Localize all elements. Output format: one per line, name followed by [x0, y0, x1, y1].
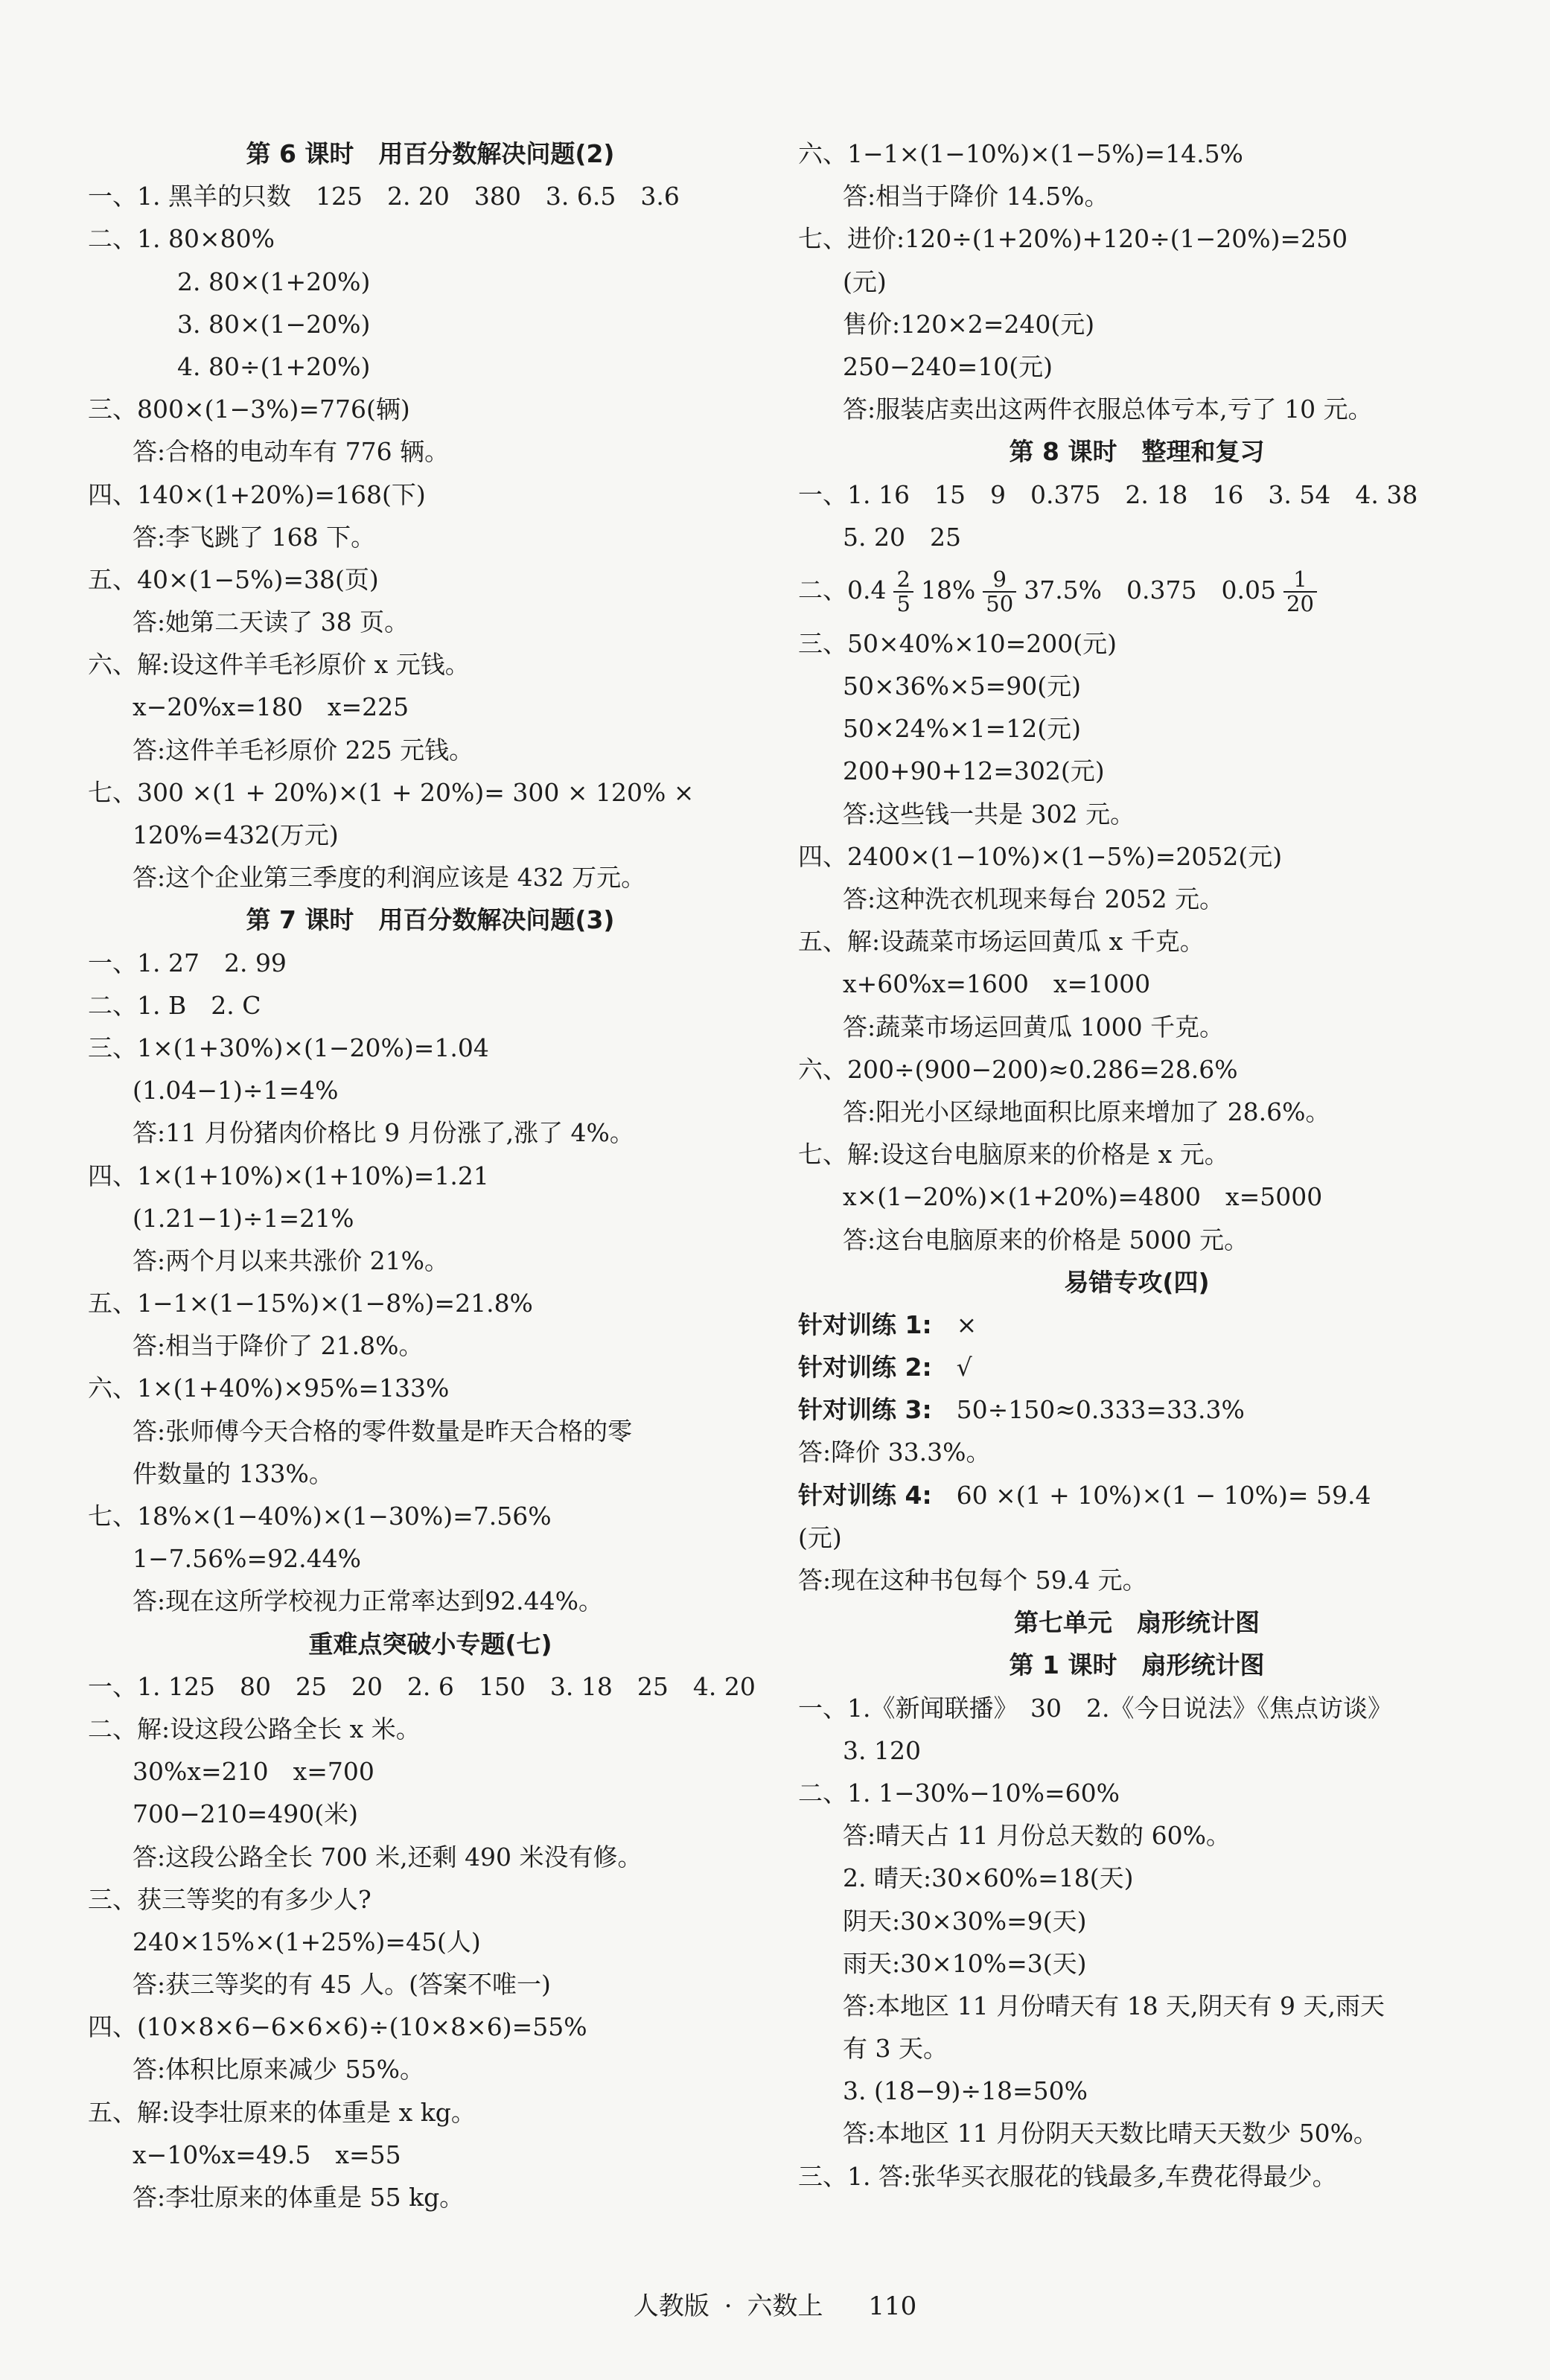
section-heading: 第 7 课时 用百分数解决问题(3) — [246, 905, 615, 935]
numerator: 1 — [1283, 568, 1317, 593]
answer-line: 答:这段公路全长 700 米,还剩 490 米没有修。 — [133, 1842, 642, 1872]
answer-line: 四、1×(1+10%)×(1+10%)=1.21 — [88, 1161, 489, 1190]
answer-line: 答:晴天占 11 月份总天数的 60%。 — [843, 1821, 1231, 1851]
training-label: 针对训练 1: — [798, 1309, 932, 1339]
answer-line: 件数量的 133%。 — [133, 1458, 334, 1488]
answer-line: 2. 80×(1+20%) — [177, 267, 371, 296]
fraction — [893, 568, 913, 616]
page-footer — [0, 2285, 1550, 2322]
answer-line: 答:本地区 11 月份晴天有 18 天,阴天有 9 天,雨天 — [843, 1991, 1385, 2020]
answer-line: (1.21−1)÷1=21% — [133, 1203, 354, 1233]
answer-line: 200+90+12=302(元) — [843, 756, 1105, 786]
answer-line: x×(1−20%)×(1+20%)=4800 x=5000 — [843, 1182, 1323, 1212]
answer-line: 一、1. 黑羊的只数 125 2. 20 380 3. 6.5 3.6 — [88, 182, 680, 211]
answer-line: 3. 80×(1−20%) — [177, 309, 371, 339]
answer-line: (元) — [843, 267, 887, 296]
answer-line: 答:服装店卖出这两件衣服总体亏本,亏了 10 元。 — [843, 395, 1373, 424]
answer-line: 2. 晴天:30×60%=18(天) — [843, 1863, 1134, 1893]
section-heading: 第 6 课时 用百分数解决问题(2) — [246, 139, 615, 168]
right-column — [798, 133, 1476, 2198]
answer-line: 答:李飞跳了 168 下。 — [133, 522, 376, 552]
answer-line: 二、1. B 2. C — [88, 990, 261, 1020]
answer-line: 250−240=10(元) — [843, 351, 1053, 381]
training-answer: × — [931, 1309, 977, 1339]
answer-line: 二、1. 80×80% — [88, 224, 275, 254]
answer-line: 一、1. 27 2. 99 — [88, 948, 287, 977]
answer-line: 答:相当于降价了 21.8%。 — [133, 1331, 424, 1361]
answer-line: x+60%x=1600 x=1000 — [843, 969, 1151, 999]
denominator: 50 — [986, 590, 1014, 616]
answer-line: 答:蔬菜市场运回黄瓜 1000 千克。 — [843, 1012, 1225, 1041]
answer-line: 答:现在这所学校视力正常率达到92.44%。 — [133, 1586, 603, 1616]
answer-line: 答:这个企业第三季度的利润应该是 432 万元。 — [133, 863, 646, 893]
answer-text: 二、0.4 — [798, 575, 887, 604]
answer-line: 雨天:30×10%=3(天) — [843, 1948, 1087, 1978]
answer-line: 七、进价:120÷(1+20%)+120÷(1−20%)=250 — [798, 224, 1348, 254]
answer-line: 三、获三等奖的有多少人? — [88, 1884, 371, 1914]
left-column — [88, 133, 773, 2218]
answer-line: 30%x=210 x=700 — [133, 1757, 374, 1787]
answer-line: 三、1×(1+30%)×(1−20%)=1.04 — [88, 1033, 489, 1062]
answer-line: 4. 80÷(1+20%) — [177, 351, 371, 381]
denominator: 20 — [1286, 590, 1314, 616]
book-label: 六数上 — [747, 2291, 823, 2321]
answer-line: 答:这台电脑原来的价格是 5000 元。 — [843, 1225, 1249, 1254]
answer-line: 120%=432(万元) — [133, 820, 339, 849]
answer-line: 答:体积比原来减少 55%。 — [133, 2055, 424, 2084]
answer-line: x−20%x=180 x=225 — [133, 692, 409, 722]
training-label: 针对训练 4: — [798, 1480, 932, 1510]
answer-line: 答:获三等奖的有 45 人。(答案不唯一) — [133, 1970, 551, 2000]
answer-line: 三、1. 答:张华买衣服花的钱最多,车费花得最少。 — [798, 2161, 1337, 2191]
answer-line: 七、300 ×(1 + 20%)×(1 + 20%)= 300 × 120% × — [88, 777, 695, 807]
answer-line: 六、解:设这件羊毛衫原价 x 元钱。 — [88, 650, 470, 680]
answer-line: 1−7.56%=92.44% — [133, 1544, 361, 1574]
fraction — [1283, 568, 1317, 616]
answer-line: 二、1. 1−30%−10%=60% — [798, 1778, 1120, 1808]
answer-line: 五、解:设蔬菜市场运回黄瓜 x 千克。 — [798, 927, 1205, 957]
answer-line: 四、(10×8×6−6×6×6)÷(10×8×6)=55% — [88, 2012, 587, 2042]
answer-line: 三、50×40%×10=200(元) — [798, 628, 1117, 658]
answer-line: 3. 120 — [843, 1735, 921, 1765]
answer-line: 答:合格的电动车有 776 辆。 — [133, 437, 450, 467]
answer-line: 50×36%×5=90(元) — [843, 671, 1082, 701]
section-heading: 第 1 课时 扇形统计图 — [1009, 1650, 1265, 1680]
answer-line: 3. (18−9)÷18=50% — [843, 2076, 1088, 2106]
fraction — [983, 568, 1016, 616]
answer-line: 答:这些钱一共是 302 元。 — [843, 799, 1135, 829]
answer-line: 答:降价 33.3%。 — [798, 1438, 991, 1467]
answer-line: 50×24%×1=12(元) — [843, 714, 1082, 744]
training-answer: 50÷150≈0.333=33.3% — [931, 1395, 1245, 1425]
answer-text: 37.5% 0.375 0.05 — [1024, 575, 1276, 604]
answer-line: 答:这种洗衣机现来每台 2052 元。 — [843, 884, 1225, 913]
numerator: 2 — [893, 568, 913, 593]
section-heading: 易错专攻(四) — [1064, 1267, 1210, 1297]
training-answer: 60 ×(1 + 10%)×(1 − 10%)= 59.4 — [931, 1480, 1371, 1510]
answer-line: 五、40×(1−5%)=38(页) — [88, 564, 379, 594]
answer-line: 答:这件羊毛衫原价 225 元钱。 — [133, 735, 474, 765]
answer-line: 五、1−1×(1−15%)×(1−8%)=21.8% — [88, 1289, 533, 1318]
edition-label: 人教版 — [633, 2291, 709, 2321]
answer-line: 一、1. 125 80 25 20 2. 6 150 3. 18 25 4. 20 — [88, 1671, 756, 1701]
answer-line: 三、800×(1−3%)=776(辆) — [88, 395, 410, 424]
section-heading: 第七单元 扇形统计图 — [1014, 1608, 1260, 1638]
section-heading: 第 8 课时 整理和复习 — [1009, 437, 1265, 467]
answer-line: 六、1×(1+40%)×95%=133% — [88, 1374, 450, 1403]
fraction-answer-line — [798, 558, 1476, 622]
answer-line: 五、解:设李壮原来的体重是 x kg。 — [88, 2097, 476, 2127]
answer-line: 答:现在这种书包每个 59.4 元。 — [798, 1566, 1147, 1595]
answer-line: 有 3 天。 — [843, 2034, 948, 2064]
answer-line: 六、200÷(900−200)≈0.286=28.6% — [798, 1054, 1238, 1084]
denominator: 5 — [896, 590, 910, 616]
training-label: 针对训练 2: — [798, 1353, 932, 1382]
answer-line: 一、1. 16 15 9 0.375 2. 18 16 3. 54 4. 38 — [798, 479, 1418, 509]
answer-line: 二、解:设这段公路全长 x 米。 — [88, 1714, 421, 1743]
answer-line: 四、140×(1+20%)=168(下) — [88, 479, 426, 509]
training-line — [798, 1388, 1476, 1431]
answer-line: 答:张师傅今天合格的零件数量是昨天合格的零 — [133, 1416, 633, 1446]
answer-line: (1.04−1)÷1=4% — [133, 1076, 339, 1106]
answer-line: 240×15%×(1+25%)=45(人) — [133, 1927, 481, 1956]
answer-line: 四、2400×(1−10%)×(1−5%)=2052(元) — [798, 841, 1283, 871]
answer-line: x−10%x=49.5 x=55 — [133, 2140, 401, 2169]
training-line — [798, 1474, 1476, 1516]
answer-line: 答:两个月以来共涨价 21%。 — [133, 1245, 449, 1275]
training-line — [798, 1304, 1476, 1346]
page-number: 110 — [868, 2291, 917, 2321]
answer-line: 答:她第二天读了 38 页。 — [133, 607, 409, 637]
section-heading: 重难点突破小专题(七) — [308, 1629, 552, 1659]
training-label: 针对训练 3: — [798, 1395, 932, 1425]
answer-text: 18% — [920, 575, 976, 604]
training-answer: √ — [931, 1353, 972, 1382]
answer-line: 答:本地区 11 月份阴天天数比晴天天数少 50%。 — [843, 2119, 1378, 2148]
answer-line: 答:相当于降价 14.5%。 — [843, 182, 1109, 211]
answer-line: 一、1.《新闻联播》 30 2.《今日说法》《焦点访谈》 — [798, 1693, 1392, 1723]
answer-line: 700−210=490(米) — [133, 1799, 359, 1829]
answer-line: 售价:120×2=240(元) — [843, 309, 1095, 339]
answer-line: 答:11 月份猪肉价格比 9 月份涨了,涨了 4%。 — [133, 1118, 634, 1148]
numerator: 9 — [983, 568, 1016, 593]
answer-line: 七、解:设这台电脑原来的价格是 x 元。 — [798, 1140, 1229, 1170]
answer-line: 七、18%×(1−40%)×(1−30%)=7.56% — [88, 1502, 552, 1531]
answer-line: 六、1−1×(1−10%)×(1−5%)=14.5% — [798, 139, 1243, 168]
answer-line: 5. 20 25 — [843, 522, 961, 552]
separator-dot: · — [724, 2291, 733, 2321]
answer-line: (元) — [798, 1522, 842, 1552]
answer-line: 答:李壮原来的体重是 55 kg。 — [133, 2183, 465, 2212]
answer-line: 阴天:30×30%=9(天) — [843, 1906, 1087, 1936]
training-line — [798, 1346, 1476, 1388]
answer-line: 答:阳光小区绿地面积比原来增加了 28.6%。 — [843, 1097, 1330, 1126]
